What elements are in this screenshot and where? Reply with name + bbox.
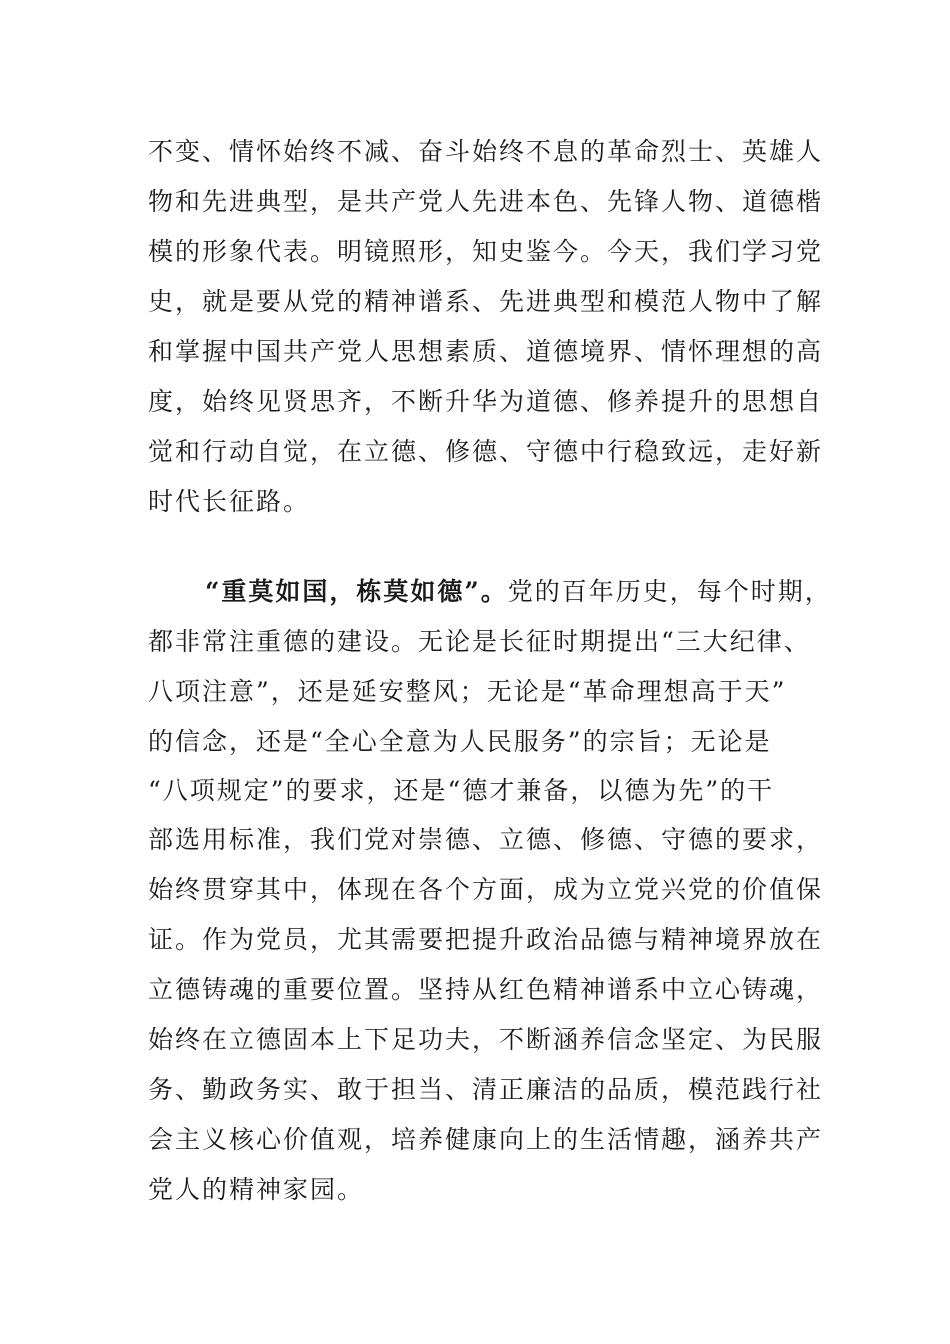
paragraph-line: 会主义核心价值观，培养健康向上的生活情趣，涵养共产 — [148, 1125, 824, 1154]
paragraph-line: “八项规定”的要求，还是“德才兼备，以德为先”的干 — [148, 776, 775, 805]
paragraph-line: 证。作为党员，尤其需要把提升政治品德与精神境界放在 — [148, 925, 824, 954]
paragraph-line: 物和先进典型，是共产党人先进本色、先锋人物、道德楷 — [148, 187, 824, 216]
paragraph-line: 史，就是要从党的精神谱系、先进典型和模范人物中了解 — [148, 287, 824, 316]
paragraph-line: 不变、情怀始终不减、奋斗始终不息的革命烈士、英雄人 — [148, 137, 824, 166]
paragraph-first-line-rest: 党的百年历史，每个时期， — [507, 577, 832, 606]
paragraph-heading: “重莫如国，栋莫如德”。 — [205, 577, 508, 606]
paragraph-line: 始终贯穿其中，体现在各个方面，成为立党兴党的价值保 — [148, 875, 824, 904]
paragraph-line: 部选用标准，我们党对崇德、立德、修德、守德的要求， — [148, 825, 824, 854]
paragraph-line: 觉和行动自觉，在立德、修德、守德中行稳致远，走好新 — [148, 437, 824, 466]
paragraph-line: 和掌握中国共产党人思想素质、道德境界、情怀理想的高 — [148, 337, 824, 366]
paragraph-line: 的信念，还是“全心全意为人民服务”的宗旨；无论是 — [148, 727, 772, 756]
paragraph-line: 八项注意”，还是延安整风；无论是“革命理想高于天” — [148, 677, 787, 706]
paragraph-line: 党人的精神家园。 — [148, 1175, 365, 1204]
paragraph-first-line — [205, 574, 832, 610]
paragraph-line: 务、勤政务实、敢于担当、清正廉洁的品质，模范践行社 — [148, 1075, 824, 1104]
paragraph-line: 立德铸魂的重要位置。坚持从红色精神谱系中立心铸魂， — [148, 975, 824, 1004]
paragraph-line: 度，始终见贤思齐，不断升华为道德、修养提升的思想自 — [148, 387, 824, 416]
paragraph-line: 都非常注重德的建设。无论是长征时期提出“三大纪律、 — [148, 627, 811, 656]
paragraph-line: 模的形象代表。明镜照形，知史鉴今。今天，我们学习党 — [148, 237, 824, 266]
paragraph-line: 时代长征路。 — [148, 487, 311, 516]
paragraph-line: 始终在立德固本上下足功夫，不断涵养信念坚定、为民服 — [148, 1025, 824, 1054]
